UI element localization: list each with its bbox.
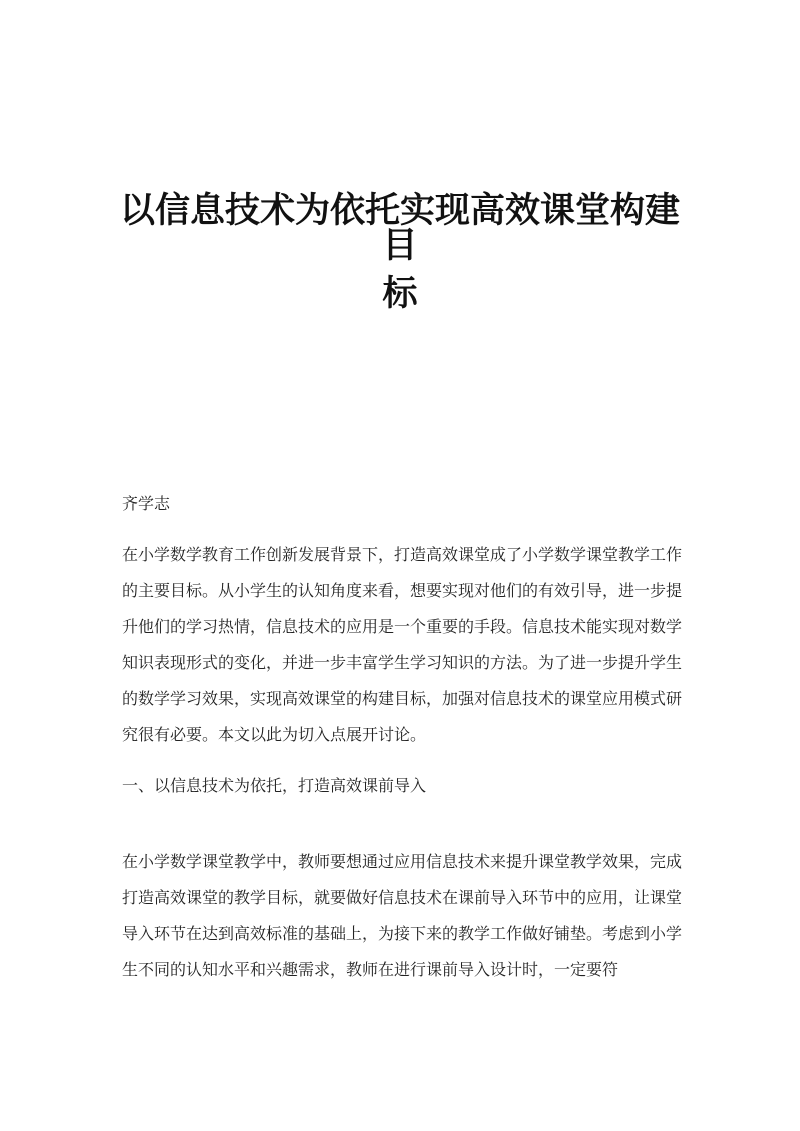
document-title-line-1: 以信息技术为依托实现高效课堂构建目 (119, 191, 680, 266)
paragraph-intro: 在小学数学教育工作创新发展背景下，打造高效课堂成了小学数学课堂教学工作的主要目标。从小学生的认知角度来看，想要实现对他们的有效引导，进一步提升他们的学习热情，信息技术的应用是一个重要的手段。信息技术能实现对数学知识表现形式的变化，并进一步丰富学生学习知识的方法。为了进一步提升学生的数学学习效果，实现高效课堂的构建目标，加强对信息技术的课堂应用模式研究很有必要。本文以此为切入点展开讨论。 (122, 545, 683, 744)
document-title-line-2: 标 (382, 274, 418, 314)
paragraph-section-1: 在小学数学课堂教学中，教师要想通过应用信息技术来提升课堂教学效果，完成打造高效课堂的教学目标，就要做好信息技术在课前导入环节中的应用，让课堂导入环节在达到高效标准的基础上，为接下来的教学工作做好铺垫。考虑到小学生不同的认知水平和兴趣需求，教师在进行课前导入设计时，一定要符 (122, 852, 683, 979)
section-heading-1: 一、以信息技术为依托，打造高效课前导入 (122, 776, 427, 795)
author-name: 齐学志 (122, 494, 171, 513)
